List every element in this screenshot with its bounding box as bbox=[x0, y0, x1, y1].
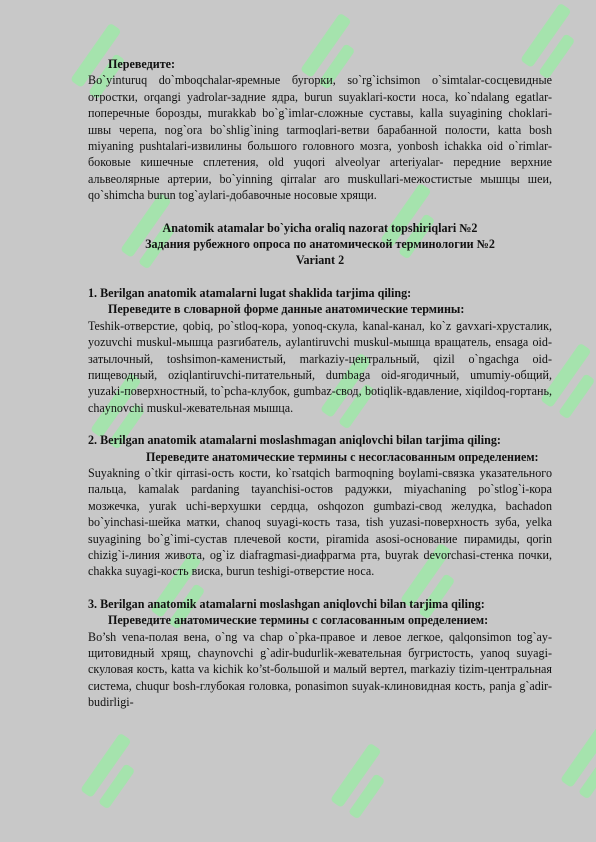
section3-heading-ru: Переведите анатомические термины с согласованным определением: bbox=[108, 613, 489, 628]
title-line-1: Anatomik atamalar bo`yicha oraliq nazorat topshiriqlari №2 bbox=[162, 220, 478, 235]
title-line-3: Variant 2 bbox=[295, 253, 345, 268]
document-body bbox=[88, 56, 552, 711]
section1-text: Teshik-отверстие, qobiq, po`stloq-кора, yonoq-скула, kanal-канал, ko`z gavxari-хрусталик, yozuvchi muskul-мышца разгибатель, aylantiruvchi muskul-мышца вращатель, ensaga oid-затылочный, toshsimon-каменистый, markaziy-центральный, qizil o`ngachga oid-пищеводный, oziqlantiruvchi-питательный, dumbaga oid-ягодичный, umumiy-общий, yuzaki-поверхностный, to`pcha-клубок, gumbaz-свод, botiqlik-вдавление, xiqildoq-гортань, chaynovchi muskul-жевательная мышца. bbox=[88, 318, 552, 415]
intro-heading: Переведите: bbox=[108, 57, 176, 71]
section3-text: Bo’sh vena-полая вена, o`ng va chap o`pka-правое и левое легкое, qalqonsimon tog`ay-щитовидный хрящ, chaynovchi g`adir-budurlik-жевательная бугристость, yanoq suyagi-скуловая кость, katta va kichik ko’st-большой и малый вертел, markaziy tizim-центральная система, chuqur bosh-глубокая головка, ponasimon suyak-клиновидная кость, panja g`adir-budirligi- bbox=[88, 629, 552, 710]
section3-heading-uz: 3. Berilgan anatomik atamalarni moslashgan aniqlovchi bilan tarjima qiling: bbox=[88, 596, 485, 611]
section2-heading-uz: 2. Berilgan anatomik atamalarni moslashmagan aniqlovchi bilan tarjima qiling: bbox=[88, 433, 501, 448]
section2-heading-ru: Переведите анатомические термины с несогласованным определением: bbox=[146, 449, 539, 464]
section2-text: Suyakning o`tkir qirrasi-ость кости, ko`rsatqich barmoqning boylami-связка указательного пальца, kamalak pardaning tayanchisi-остов радужки, miyachaning po`stlog`i-кора мозжечка, yurak uchi-верхушки сердца, oshqozon gumbazi-свод желудка, bachadon bo`yinchasi-шейка матки, chanoq suyagi-кость таза, tish yuzasi-поверхность зуба, yelka suyagining bo`g`imi-сустав плечевой кости, piramida asosi-основание пирамиды, qorin chizig`i-линия живота, og`iz diafragmasi-диафрагма рта, buyrak devorchasi-стенка почки, chakka suyagi-кость виска, burun teshigi-отверстие носа. bbox=[88, 465, 552, 579]
title-line-2: Задания рубежного опроса по анатомической терминологии №2 bbox=[145, 237, 495, 252]
section1-heading-uz: 1. Berilgan anatomik atamalarni lugat shaklida tarjima qiling: bbox=[88, 285, 412, 300]
intro-text: Bo`yinturuq do`mboqchalar-яремные бугорки, so`rg`ichsimon o`simtalar-сосцевидные отростки, orqangi yadrolar-задние ядра, burun suyaklari-кости носа, ko`ndalang egatlar-поперечные борозды, murakkab bo`g`imlar-сложные суставы, kalla suyagining choklari-швы черепа, nog`ora bo`shlig`ining tarmoqlari-ветви барабанной полости, katta bosh miyaning pushtalari-извилины большого головного мозга, yonbosh ichakka oid o`rimlar-боковые кишечные сплетения, old yuqori alveolyar arteriyalar- передние верхние альвеолярные артерии, bo`yinning qirralar aro muskullari-межостистые мышцы шеи, qo`shimcha burun tog`aylari-добавочные носовые хрящи. bbox=[88, 73, 552, 203]
section1-heading-ru: Переведите в словарной форме данные анатомические термины: bbox=[108, 302, 465, 317]
